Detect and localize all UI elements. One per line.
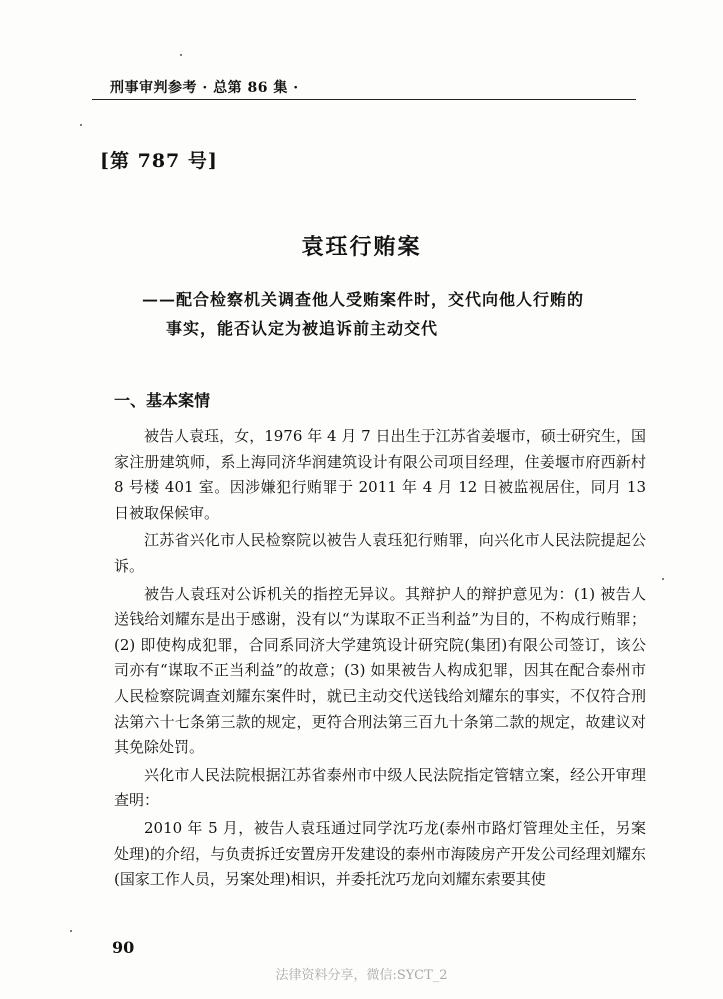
paragraph: 兴化市人民法院根据江苏省泰州市中级人民法院指定管辖立案，经公开审理查明： [114,765,646,810]
scan-speck [662,578,664,580]
paragraph: 被告人袁珏，女，1976 年 4 月 7 日出生于江苏省姜堰市，硕士研究生，国家注册建筑师，系上海同济华润建筑设计有限公司项目经理，住姜堰市府西新村 8 号楼 401 室。因涉嫌犯行贿罪于 2011 年 4 月 12 日被监视居住，同月 13 日被取保候审。 [114,427,646,522]
running-header: 刑事审判参考 · 总第 86 集 · [110,80,299,96]
watermark: 法律资料分享，微信:SYCT_2 [275,968,448,983]
paragraph: 被告人袁珏对公诉机关的指控无异议。其辩护人的辩护意见为：(1) 被告人送钱给刘耀东是出于感谢，没有以“为谋取不正当利益”为目的，不构成行贿罪；(2) 即使构成犯罪，合同系同济大学建筑设计研究院(集团)有限公司签订，该公司亦有“谋取不正当利益”的故意；(3) 如果被告人构成犯罪，因其在配合泰州市人民检察院调查刘耀东案件时，就已主动交代送钱给刘耀东的事实，不仅符合刑法第六十七条第三款的规定，更符合刑法第三百九十条第二款的规定，故建议对其免除处罚。 [114,584,646,757]
subtitle-line-2: 事实，能否认定为被追诉前主动交代 [166,319,439,338]
section-heading: 一、基本案情 [114,391,211,410]
scan-speck [70,930,72,932]
paragraph: 江苏省兴化市人民检察院以被告人袁珏犯行贿罪，向兴化市人民法院提起公诉。 [114,531,646,575]
subtitle-line-1: ——配合检察机关调查他人受贿案件时，交代向他人行贿的 [142,290,585,309]
header-rule [92,99,636,100]
paragraph: 2010 年 5 月，被告人袁珏通过同学沈巧龙(泰州市路灯管理处主任，另案处理)的介绍，与负责拆迁安置房开发建设的泰州市海陵房产开发公司经理刘耀东(国家工作人员，另案处理)相识，并委托沈巧龙向刘耀东索要其使 [114,818,646,889]
scan-speck [180,54,182,56]
body-text [114,424,646,895]
page-number: 90 [112,938,135,957]
case-number: [第 787 号] [100,150,218,172]
case-title: 袁珏行贿案 [301,234,422,260]
scan-speck [80,124,82,126]
